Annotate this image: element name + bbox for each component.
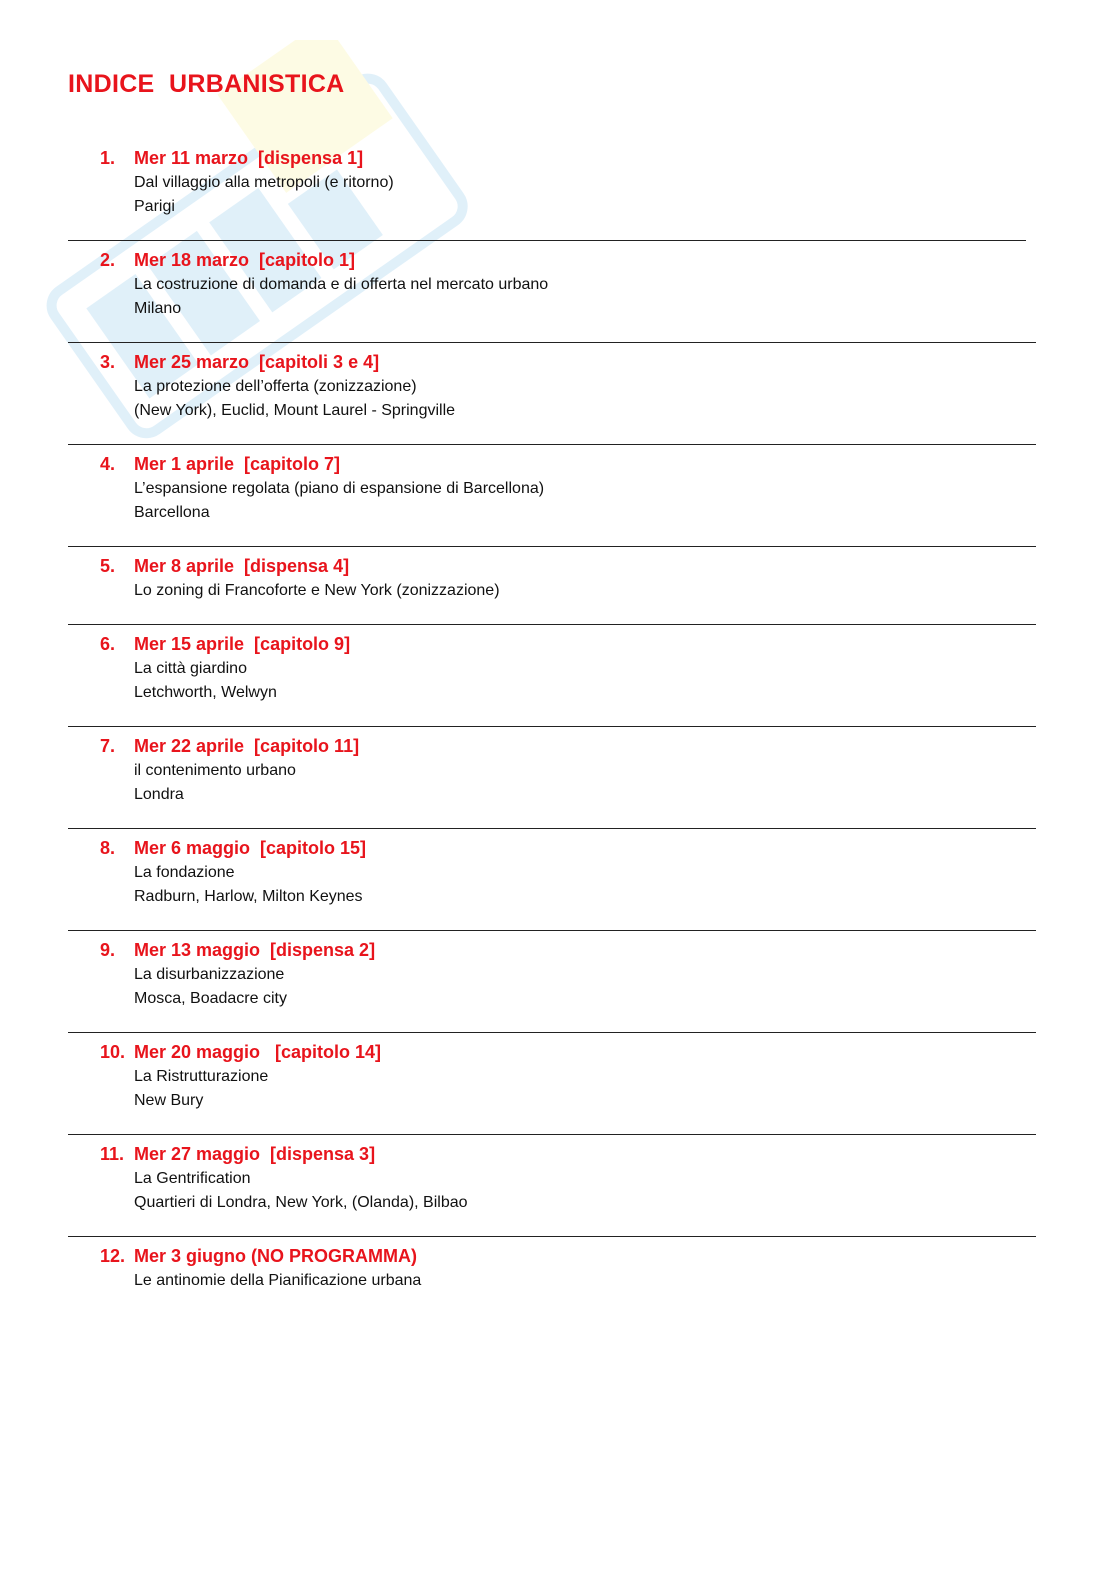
entry-description: Lo zoning di Francoforte e New York (zonizzazione)	[134, 582, 500, 599]
entry-description: Letchworth, Welwyn	[134, 684, 277, 701]
entry-description: Le antinomie della Pianificazione urbana	[134, 1272, 422, 1289]
entry-number: 12.	[100, 1246, 126, 1266]
separator-line	[68, 444, 1036, 445]
separator-line	[68, 1236, 1036, 1237]
entry-description: La costruzione di domanda e di offerta nel mercato urbano	[134, 276, 549, 293]
entry-description: La Gentrification	[134, 1170, 251, 1187]
entry-number: 8.	[100, 838, 116, 858]
entry-heading: Mer 18 marzo [capitolo 1]	[134, 250, 356, 270]
separator-line	[68, 930, 1036, 931]
entry-description: Parigi	[134, 198, 175, 215]
entry-number: 5.	[100, 556, 116, 576]
entry-description: Mosca, Boadacre city	[134, 990, 287, 1007]
entry-heading: Mer 1 aprile [capitolo 7]	[134, 454, 341, 474]
entry-heading: Mer 15 aprile [capitolo 9]	[134, 634, 351, 654]
page-title: INDICE URBANISTICA	[68, 70, 345, 98]
entry-description: (New York), Euclid, Mount Laurel - Springville	[134, 402, 456, 419]
entry-description: La città giardino	[134, 660, 247, 677]
entry-heading: Mer 25 marzo [capitoli 3 e 4]	[134, 352, 380, 372]
separator-line	[68, 624, 1036, 625]
separator-line	[68, 240, 1026, 241]
entry-number: 7.	[100, 736, 116, 756]
entry-number: 3.	[100, 352, 116, 372]
entry-description: Milano	[134, 300, 182, 317]
separator-line	[68, 726, 1036, 727]
separator-line	[68, 1134, 1036, 1135]
entry-heading: Mer 6 maggio [capitolo 15]	[134, 838, 367, 858]
entry-heading: Mer 3 giugno (NO PROGRAMMA)	[134, 1246, 417, 1266]
entry-number: 9.	[100, 940, 116, 960]
entry-description: La protezione dell’offerta (zonizzazione)	[134, 378, 417, 395]
entry-description: Barcellona	[134, 504, 210, 521]
entry-description: La disurbanizzazione	[134, 966, 285, 983]
entry-description: il contenimento urbano	[134, 762, 296, 779]
entry-number: 4.	[100, 454, 116, 474]
entry-number: 1.	[100, 148, 116, 168]
separator-line	[68, 828, 1036, 829]
entry-number: 11.	[100, 1144, 125, 1164]
entry-heading: Mer 20 maggio [capitolo 14]	[134, 1042, 382, 1062]
entry-number: 6.	[100, 634, 116, 654]
entry-description: La fondazione	[134, 864, 235, 881]
entry-description: Londra	[134, 786, 184, 803]
separator-line	[68, 546, 1036, 547]
entry-number: 2.	[100, 250, 116, 270]
separator-line	[68, 1032, 1036, 1033]
entry-heading: Mer 11 marzo [dispensa 1]	[134, 148, 364, 168]
entry-description: La Ristrutturazione	[134, 1068, 269, 1085]
entry-heading: Mer 22 aprile [capitolo 11]	[134, 736, 360, 756]
separator-line	[68, 342, 1036, 343]
entry-description: Radburn, Harlow, Milton Keynes	[134, 888, 363, 905]
entry-heading: Mer 8 aprile [dispensa 4]	[134, 556, 350, 576]
entry-description: L’espansione regolata (piano di espansione di Barcellona)	[134, 480, 545, 497]
entry-description: New Bury	[134, 1092, 204, 1109]
entry-heading: Mer 27 maggio [dispensa 3]	[134, 1144, 376, 1164]
entry-heading: Mer 13 maggio [dispensa 2]	[134, 940, 376, 960]
entry-description: Dal villaggio alla metropoli (e ritorno)	[134, 174, 394, 191]
entry-description: Quartieri di Londra, New York, (Olanda), Bilbao	[134, 1194, 468, 1211]
entry-number: 10.	[100, 1042, 126, 1062]
